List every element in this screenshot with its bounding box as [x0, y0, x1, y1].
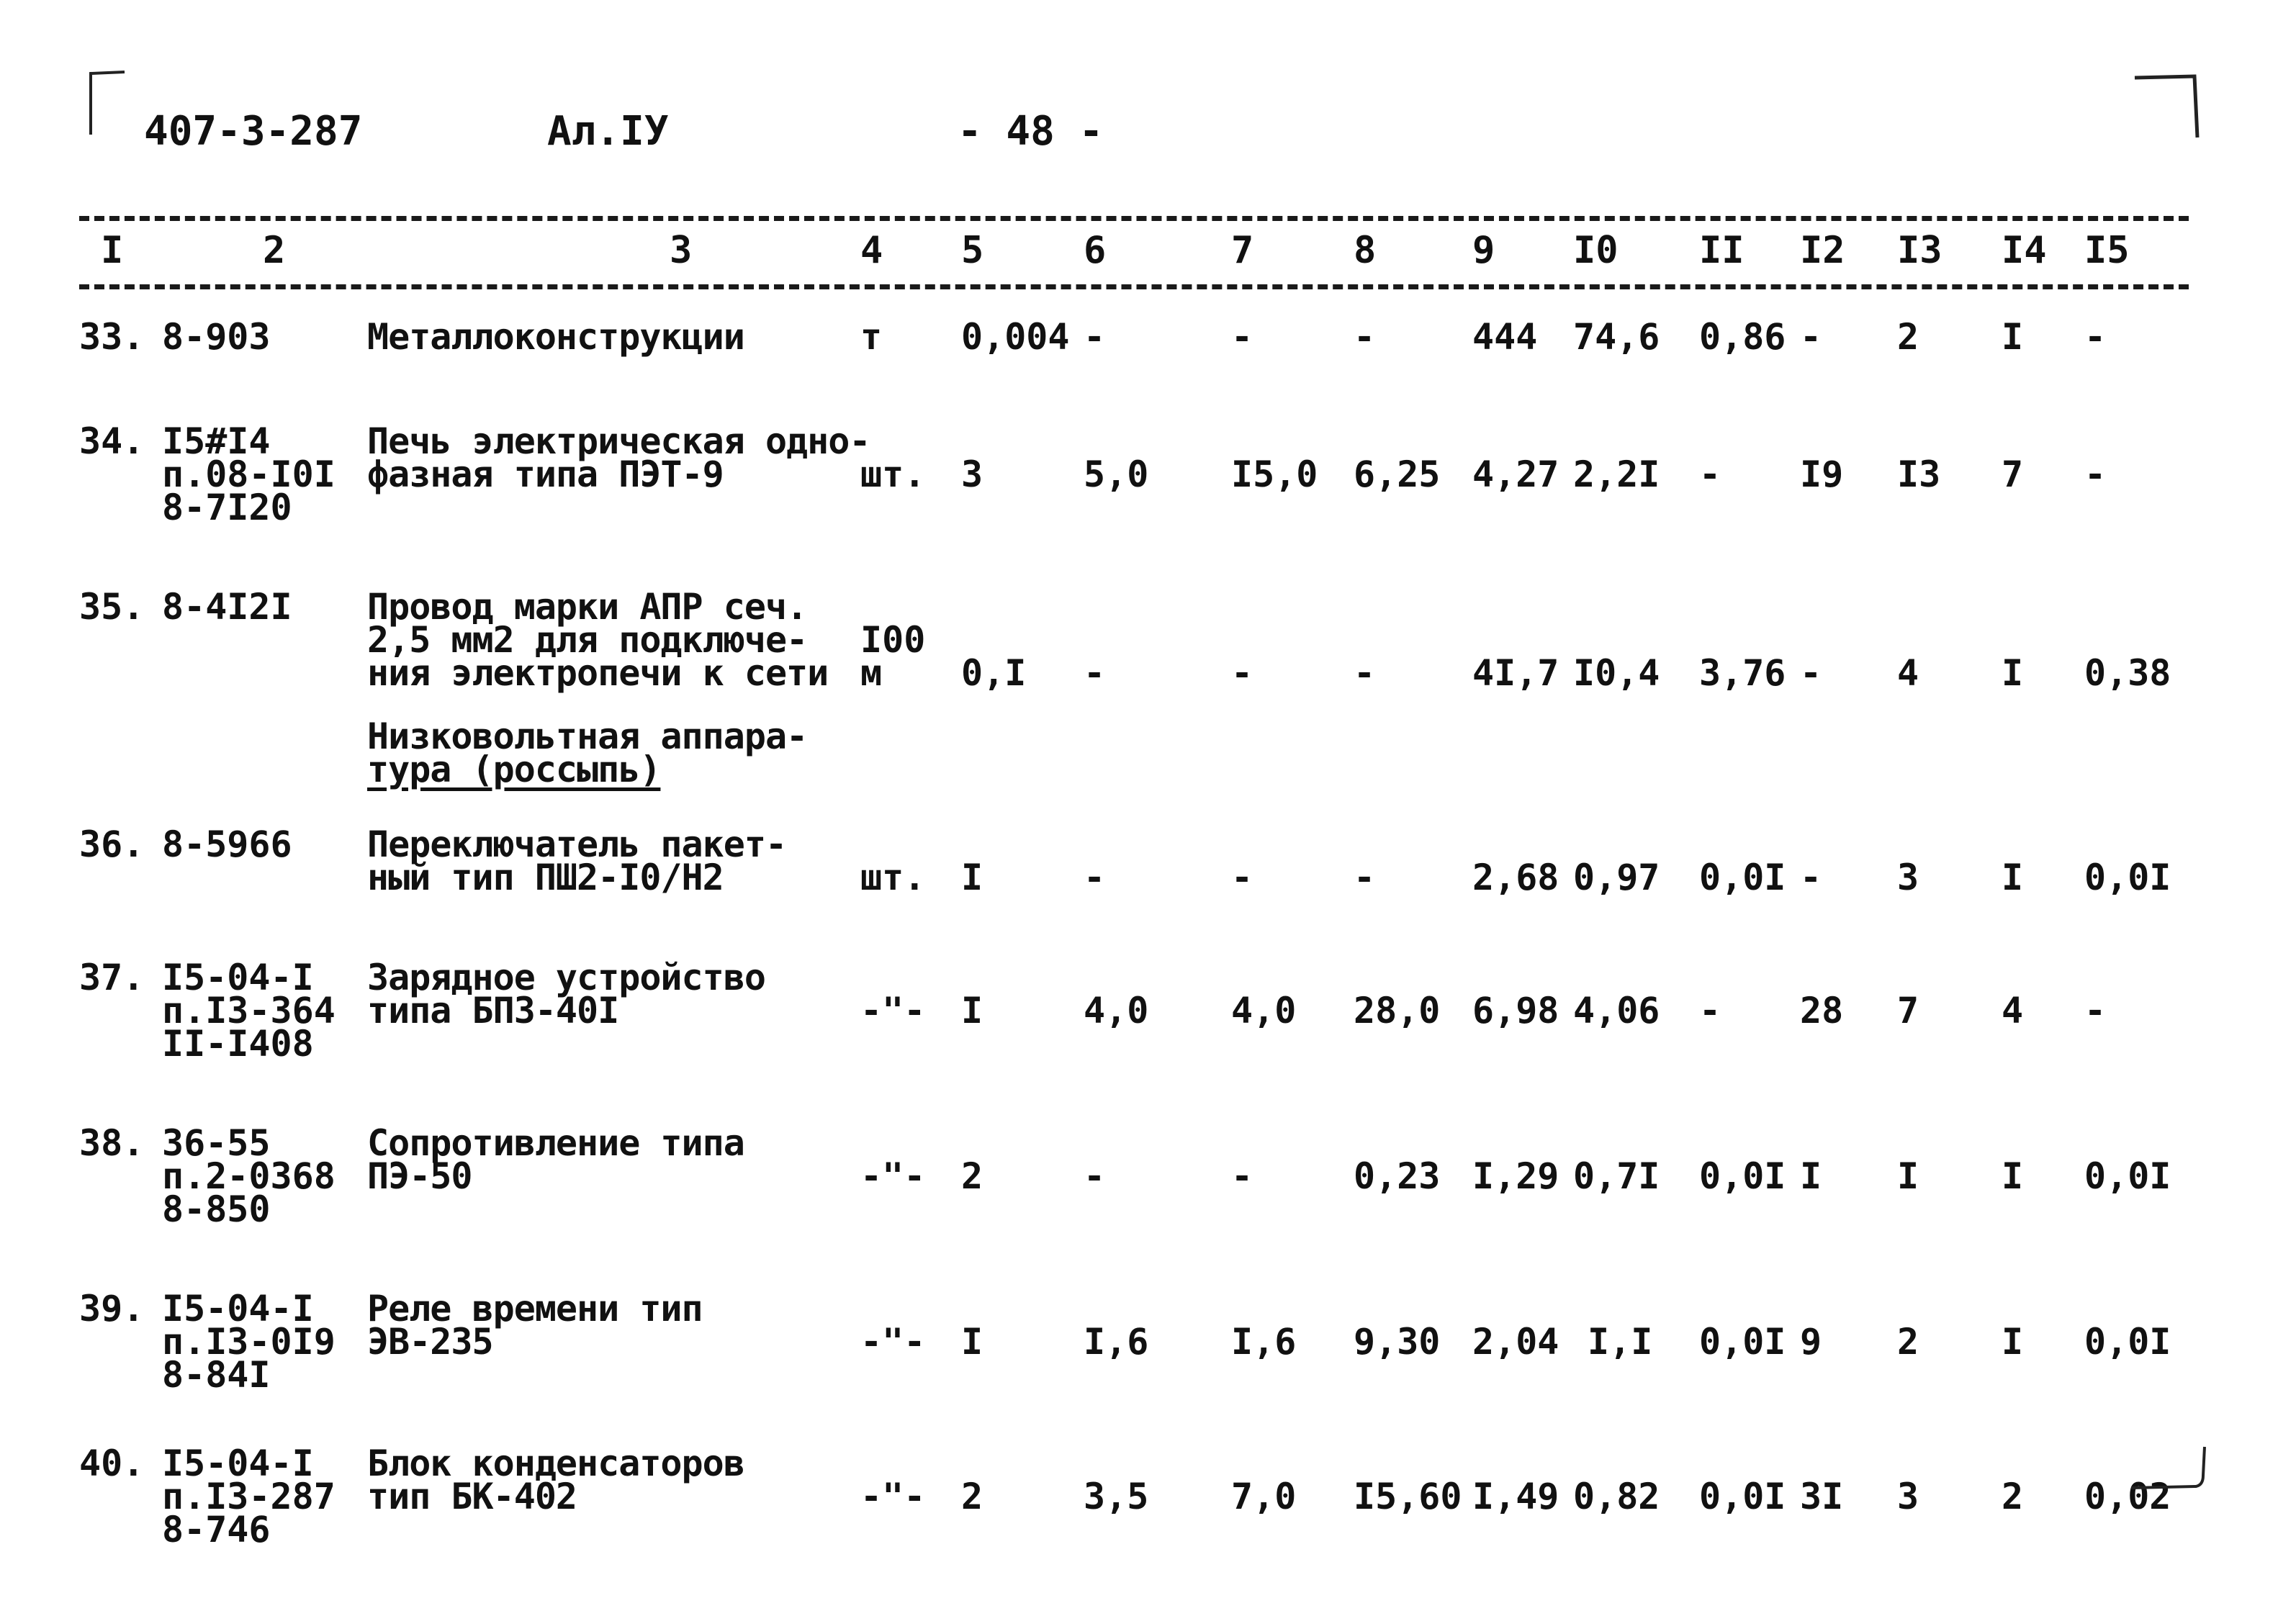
- row-code: 8-84I: [162, 1354, 271, 1396]
- column-number: I3: [1897, 229, 1942, 272]
- row-description: ния электропечи к сети: [367, 652, 829, 694]
- row-code: п.I3-0I9: [162, 1321, 336, 1363]
- cell-col9: 2,04: [1472, 1321, 1559, 1363]
- column-number: I4: [2002, 229, 2047, 272]
- row-description: Печь электрическая одно-: [367, 420, 870, 462]
- cell-col13: 3: [1897, 1476, 1919, 1517]
- cell-col7: -: [1231, 316, 1253, 358]
- cell-col12: -: [1800, 857, 1822, 898]
- row-number: 37.: [79, 957, 145, 998]
- row-description: ЭВ-235: [367, 1321, 493, 1363]
- cell-col15: -: [2084, 990, 2107, 1032]
- column-number: I0: [1573, 229, 1619, 272]
- cell-col6: I,6: [1084, 1321, 1149, 1363]
- cell-col5: 0,I: [961, 652, 1027, 694]
- document-code: 407-3-287: [144, 108, 363, 155]
- cell-col13: I3: [1897, 453, 1941, 495]
- cell-col9: 4,27: [1472, 453, 1559, 495]
- header-rule-top: [79, 216, 2189, 221]
- cell-col8: 0,23: [1354, 1155, 1441, 1197]
- cell-col12: I9: [1800, 453, 1844, 495]
- row-description: ный тип ПШ2-I0/Н2: [367, 857, 724, 898]
- column-number: I2: [1800, 229, 1845, 272]
- column-number: 7: [1231, 229, 1254, 272]
- column-number: 9: [1472, 229, 1495, 272]
- row-unit: шт.: [860, 857, 926, 898]
- cell-col8: 28,0: [1354, 990, 1441, 1032]
- page-number: - 48 -: [958, 108, 1104, 155]
- cell-col15: -: [2084, 453, 2107, 495]
- header-rule-bottom: [79, 284, 2189, 289]
- cell-col15: 0,02: [2084, 1476, 2171, 1517]
- cell-col6: -: [1084, 857, 1106, 898]
- row-code: I5#I4: [162, 420, 271, 462]
- cell-col9: I,49: [1472, 1476, 1559, 1517]
- cell-col5: 2: [961, 1476, 983, 1517]
- row-description: тип БК-402: [367, 1476, 577, 1517]
- row-code: 8-7I20: [162, 487, 292, 528]
- cell-col11: 0,0I: [1699, 1321, 1786, 1363]
- corner-mark-top-left: [85, 66, 128, 138]
- row-number: 33.: [79, 316, 145, 358]
- row-description: Переключатель пакет-: [367, 823, 787, 865]
- cell-col10: 0,97: [1573, 857, 1660, 898]
- row-code: п.I3-287: [162, 1476, 336, 1517]
- cell-col11: 0,0I: [1699, 1476, 1786, 1517]
- row-description: Провод марки АПР сеч.: [367, 586, 808, 628]
- row-unit: I00: [860, 619, 926, 661]
- row-number: 39.: [79, 1288, 145, 1330]
- column-number: I: [101, 229, 124, 272]
- row-code: п.2-0368: [162, 1155, 336, 1197]
- row-code: 36-55: [162, 1122, 271, 1164]
- column-number: 8: [1354, 229, 1377, 272]
- cell-col9: 2,68: [1472, 857, 1559, 898]
- row-unit: -"-: [860, 1155, 926, 1197]
- cell-col6: -: [1084, 652, 1106, 694]
- cell-col7: -: [1231, 652, 1253, 694]
- cell-col11: 0,86: [1699, 316, 1786, 358]
- cell-col14: I: [2002, 652, 2024, 694]
- cell-col12: -: [1800, 652, 1822, 694]
- cell-col5: 0,004: [961, 316, 1070, 358]
- cell-col8: I5,60: [1354, 1476, 1462, 1517]
- column-number: 3: [670, 229, 693, 272]
- cell-col10: 0,7I: [1573, 1155, 1660, 1197]
- cell-col6: 5,0: [1084, 453, 1149, 495]
- cell-col14: I: [2002, 1321, 2024, 1363]
- cell-col6: 4,0: [1084, 990, 1149, 1032]
- cell-col15: 0,0I: [2084, 1155, 2171, 1197]
- cell-col13: I: [1897, 1155, 1919, 1197]
- row-code: 8-903: [162, 316, 271, 358]
- cell-col8: -: [1354, 857, 1376, 898]
- end-bracket-mark: [2131, 1443, 2218, 1501]
- row-code: 8-746: [162, 1509, 271, 1550]
- cell-col8: -: [1354, 316, 1376, 358]
- row-description: Зарядное устройство: [367, 957, 765, 998]
- row-description: Сопротивление типа: [367, 1122, 744, 1164]
- row-unit: -"-: [860, 1321, 926, 1363]
- cell-col13: 4: [1897, 652, 1919, 694]
- cell-col15: 0,0I: [2084, 857, 2171, 898]
- cell-col6: 3,5: [1084, 1476, 1149, 1517]
- cell-col11: 0,0I: [1699, 1155, 1786, 1197]
- cell-col9: I,29: [1472, 1155, 1559, 1197]
- row-unit: м: [860, 652, 883, 694]
- cell-col12: 28: [1800, 990, 1844, 1032]
- cell-col10: 2,2I: [1573, 453, 1660, 495]
- cell-col10: 74,6: [1573, 316, 1660, 358]
- row-description: фазная типа ПЭТ-9: [367, 453, 724, 495]
- row-code: II-I408: [162, 1023, 314, 1065]
- row-description: 2,5 мм2 для подключе-: [367, 619, 808, 661]
- cell-col11: -: [1699, 990, 1721, 1032]
- row-description: Реле времени тип: [367, 1288, 703, 1330]
- cell-col7: 4,0: [1231, 990, 1297, 1032]
- row-number: 35.: [79, 586, 145, 628]
- cell-col7: 7,0: [1231, 1476, 1297, 1517]
- album-label: Ал.IУ: [547, 108, 669, 155]
- row-unit: шт.: [860, 453, 926, 495]
- cell-col8: 9,30: [1354, 1321, 1441, 1363]
- cell-col7: I5,0: [1231, 453, 1318, 495]
- column-number: I5: [2084, 229, 2130, 272]
- cell-col7: -: [1231, 857, 1253, 898]
- row-code: 8-4I2I: [162, 586, 292, 628]
- cell-col7: -: [1231, 1155, 1253, 1197]
- column-number: 4: [860, 229, 883, 272]
- cell-col10: 4,06: [1573, 990, 1660, 1032]
- cell-col5: I: [961, 857, 983, 898]
- cell-col5: 2: [961, 1155, 983, 1197]
- cell-col12: 9: [1800, 1321, 1822, 1363]
- cell-col14: I: [2002, 316, 2024, 358]
- cell-col13: 2: [1897, 1321, 1919, 1363]
- cell-col6: -: [1084, 1155, 1106, 1197]
- row-number: 34.: [79, 420, 145, 462]
- cell-col12: I: [1800, 1155, 1822, 1197]
- cell-col12: 3I: [1800, 1476, 1844, 1517]
- cell-col5: I: [961, 1321, 983, 1363]
- cell-col14: I: [2002, 857, 2024, 898]
- cell-col5: I: [961, 990, 983, 1032]
- row-description: Металлоконструкции: [367, 316, 744, 358]
- cell-col11: 0,0I: [1699, 857, 1786, 898]
- cell-col14: I: [2002, 1155, 2024, 1197]
- row-code: I5-04-I: [162, 957, 314, 998]
- section-heading: Низковольтная аппара-: [367, 716, 808, 757]
- cell-col15: 0,0I: [2084, 1321, 2171, 1363]
- cell-col9: 6,98: [1472, 990, 1559, 1032]
- cell-col13: 7: [1897, 990, 1919, 1032]
- cell-col6: -: [1084, 316, 1106, 358]
- cell-col7: I,6: [1231, 1321, 1297, 1363]
- cell-col11: 3,76: [1699, 652, 1786, 694]
- column-number: 5: [961, 229, 984, 272]
- cell-col15: 0,38: [2084, 652, 2171, 694]
- row-code: п.I3-364: [162, 990, 336, 1032]
- cell-col9: 4I,7: [1472, 652, 1559, 694]
- row-code: 8-5966: [162, 823, 292, 865]
- column-number: 6: [1084, 229, 1107, 272]
- cell-col14: 7: [2002, 453, 2024, 495]
- cell-col13: 2: [1897, 316, 1919, 358]
- row-number: 40.: [79, 1443, 145, 1484]
- row-number: 38.: [79, 1122, 145, 1164]
- cell-col10: I0,4: [1573, 652, 1660, 694]
- cell-col14: 2: [2002, 1476, 2024, 1517]
- row-code: I5-04-I: [162, 1443, 314, 1484]
- cell-col10: 0,82: [1573, 1476, 1660, 1517]
- cell-col8: -: [1354, 652, 1376, 694]
- cell-col13: 3: [1897, 857, 1919, 898]
- column-number: 2: [263, 229, 286, 272]
- row-unit: -"-: [860, 990, 926, 1032]
- row-description: ПЭ-50: [367, 1155, 472, 1197]
- cell-col14: 4: [2002, 990, 2024, 1032]
- cell-col5: 3: [961, 453, 983, 495]
- cell-col9: 444: [1472, 316, 1538, 358]
- row-code: 8-850: [162, 1188, 271, 1230]
- cell-col15: -: [2084, 316, 2107, 358]
- row-code: п.08-I0I: [162, 453, 336, 495]
- cell-col12: -: [1800, 316, 1822, 358]
- column-number: II: [1699, 229, 1744, 272]
- cell-col11: -: [1699, 453, 1721, 495]
- row-description: Блок конденсаторов: [367, 1443, 744, 1484]
- row-code: I5-04-I: [162, 1288, 314, 1330]
- row-unit: т: [860, 316, 883, 358]
- row-unit: -"-: [860, 1476, 926, 1517]
- section-heading: тура (россыпь): [367, 749, 661, 790]
- cell-col10: I,I: [1588, 1321, 1653, 1363]
- corner-mark-top-right: [2131, 69, 2203, 141]
- row-description: типа БПЗ-40I: [367, 990, 619, 1032]
- row-number: 36.: [79, 823, 145, 865]
- cell-col8: 6,25: [1354, 453, 1441, 495]
